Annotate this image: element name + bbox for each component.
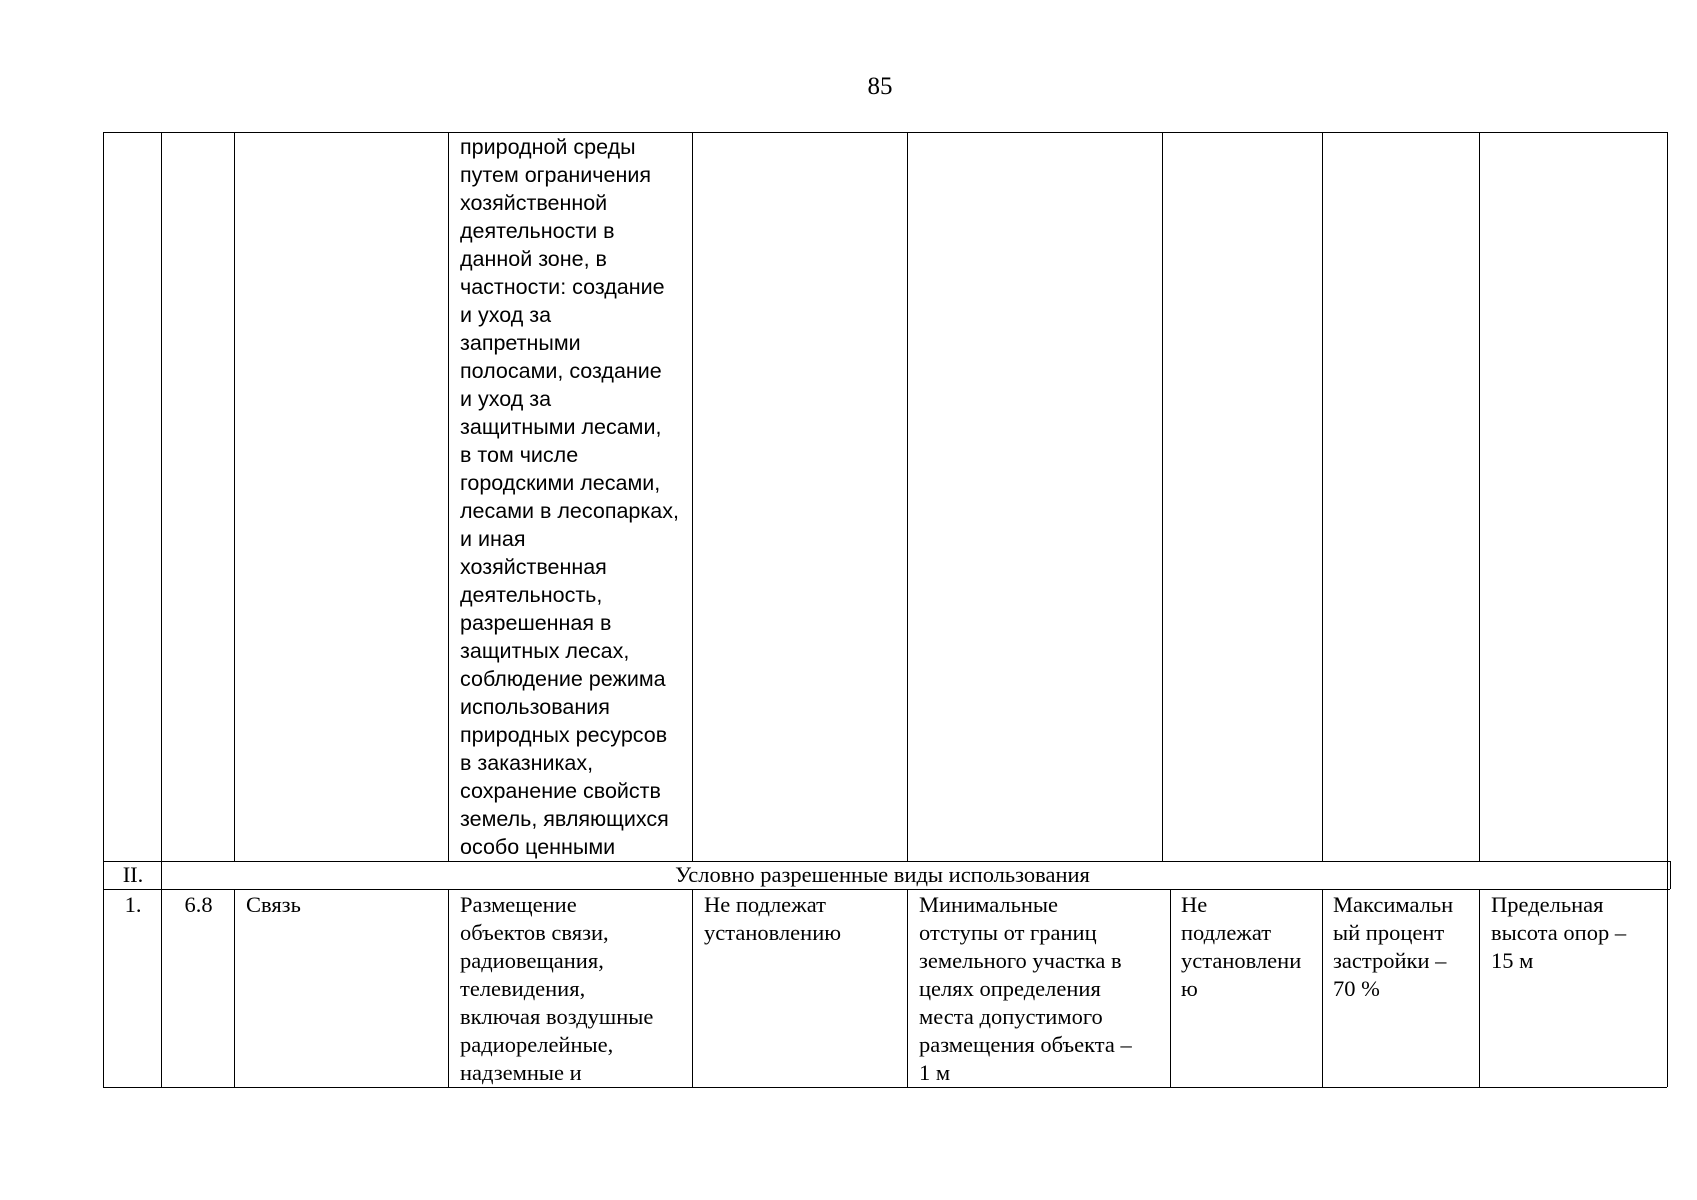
code-cell: 6.8: [184, 892, 213, 917]
column-divider: [234, 889, 235, 1087]
column-divider: [1479, 889, 1480, 1087]
table-right-border: [1667, 132, 1668, 1087]
max-height-cell: Предельная высота опор – 15 м: [1491, 892, 1627, 973]
section-number: II.: [122, 862, 144, 887]
column5-cell: Не подлежат установлению: [704, 892, 842, 945]
setback-cell: Минимальные отступы от границ земельного участка в целях определения места допустимого размещения объекта – 1 м: [919, 892, 1132, 1085]
column-divider: [1479, 132, 1480, 861]
table-bottom-border: [103, 1087, 1667, 1088]
column-divider: [1322, 132, 1323, 861]
page-number: 85: [867, 73, 893, 100]
column-divider: [448, 889, 449, 1087]
row-number-cell: 1.: [124, 892, 142, 917]
column-divider: [234, 132, 235, 861]
column-divider: [448, 132, 449, 861]
section-row-bottom-border: [103, 889, 1670, 890]
column-divider: [692, 132, 693, 861]
column-divider: [1322, 889, 1323, 1087]
section-row-right-border: [1670, 861, 1671, 889]
column-divider: [907, 889, 908, 1087]
column-divider: [907, 132, 908, 861]
column-divider: [1170, 889, 1171, 1087]
table-left-border: [103, 132, 104, 1087]
table-top-border: [103, 132, 1667, 133]
use-name-cell: Связь: [246, 892, 301, 917]
column7-cell: Не подлежат установлени ю: [1181, 892, 1302, 1001]
column-divider: [1162, 132, 1163, 861]
use-description-cell: Размещение объектов связи, радиовещания, телевидения, включая воздушные радиорелейные, надземные и: [460, 892, 654, 1085]
continuation-description-cell: природной среды путем ограничения хозяйственной деятельности в данной зоне, в частности: создание и уход за запретными полосами, создание и уход за защитными лесами, в том числе городскими лесами, лесами в лесопарках, и иная хозяйственная деятельность, разрешенная в защитных лесах, соблюдение режима использования природных ресурсов в заказниках, сохранение свойств земель, являющихся особо ценными: [460, 135, 679, 859]
section-title: Условно разрешенные виды использования: [675, 862, 1090, 887]
column-divider: [692, 889, 693, 1087]
building-percent-cell: Максимальн ый процент застройки – 70 %: [1333, 892, 1454, 1001]
column-divider: [161, 132, 162, 861]
column-divider: [161, 889, 162, 1087]
